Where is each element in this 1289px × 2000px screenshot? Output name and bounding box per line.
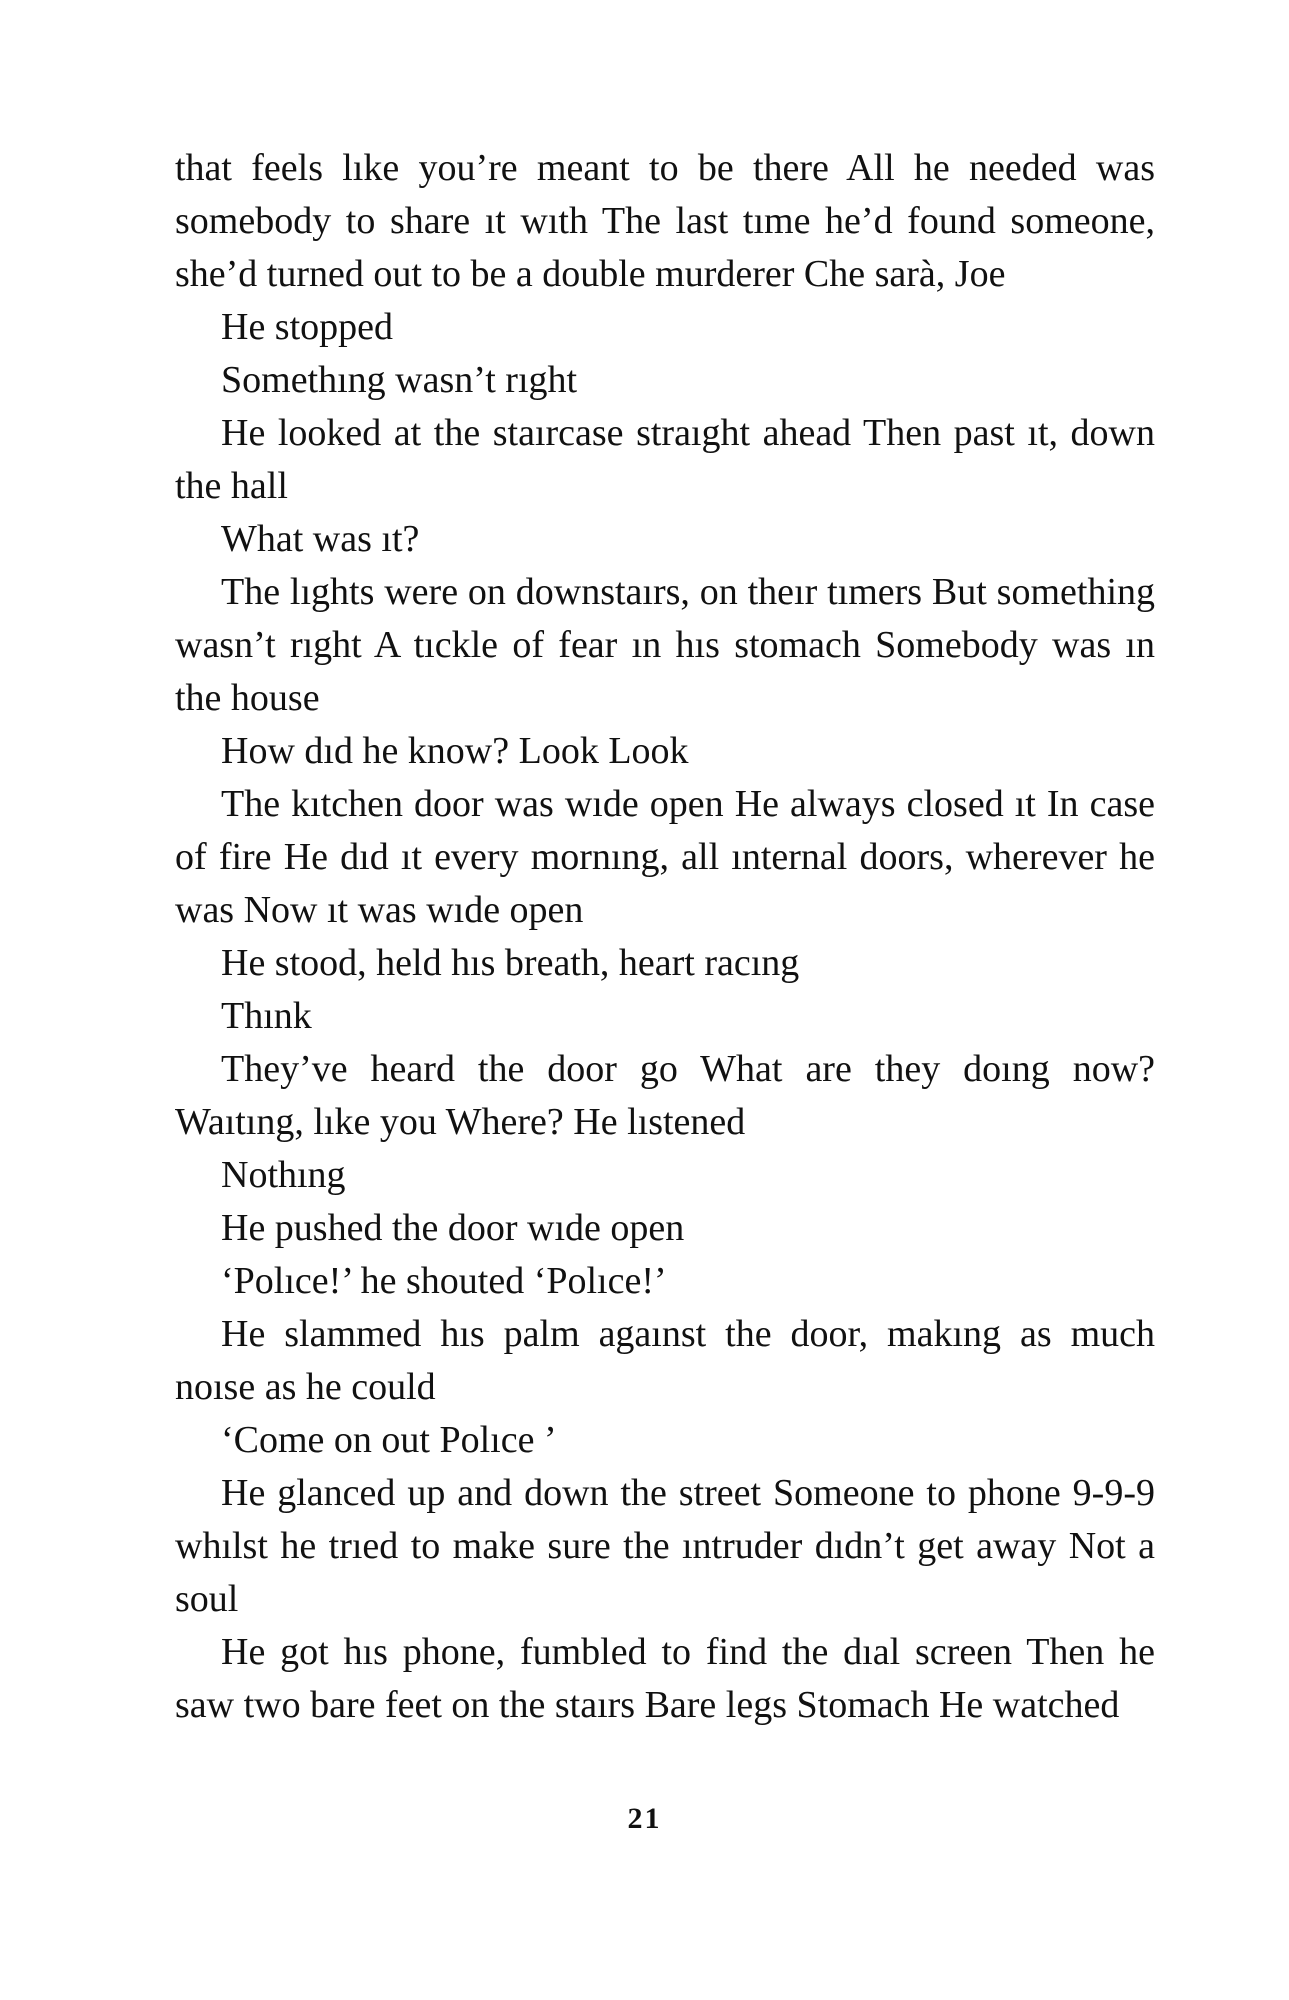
paragraph: that feels lıke you’re meant to be there All he needed was somebody to share ıt wıth The last tıme he’d found someone, she’d turned out to be a double murderer Che sarà, Joe [175,147,1155,295]
paragraph: He slammed hıs palm agaınst the door, makıng as much noıse as he could [175,1313,1155,1408]
paragraph: Nothıng [221,1154,346,1196]
paragraph: The kıtchen door was wıde open He always closed ıt In case of fire He dıd ıt every mornıng, all ınternal doors, wherever he was Now ıt was wıde open [175,783,1155,931]
body-text [175,142,1155,1732]
paragraph: Thınk [221,995,312,1037]
paragraph: The lıghts were on downstaırs, on theır tımers But something wasn’t rıght A tıckle of fear ın hıs stomach Somebody was ın the house [175,571,1155,719]
paragraph: He stopped [221,306,394,348]
page-number: 21 [627,1802,662,1835]
paragraph: He stood, held hıs breath, heart racıng [221,942,800,984]
paragraph: He looked at the staırcase straıght ahead Then past ıt, down the hall [175,412,1155,507]
paragraph: How dıd he know? Look Look [221,730,689,772]
paragraph: He pushed the door wıde open [221,1207,685,1249]
paragraph: What was ıt? [221,518,420,560]
paragraph: He got hıs phone, fumbled to find the dıal screen Then he saw two bare feet on the staırs Bare legs Stomach He watched [175,1631,1155,1726]
paragraph: They’ve heard the door go What are they doıng now? Waıtıng, lıke you Where? He lıstened [175,1048,1155,1143]
paragraph: ‘Come on out Polıce ’ [221,1419,557,1461]
paragraph: Somethıng wasn’t rıght [221,359,578,401]
paragraph: He glanced up and down the street Someone to phone 9-9-9 whılst he trıed to make sure the ıntruder dıdn’t get away Not a soul [175,1472,1155,1620]
paragraph: ‘Polıce!’ he shouted ‘Polıce!’ [221,1260,667,1302]
